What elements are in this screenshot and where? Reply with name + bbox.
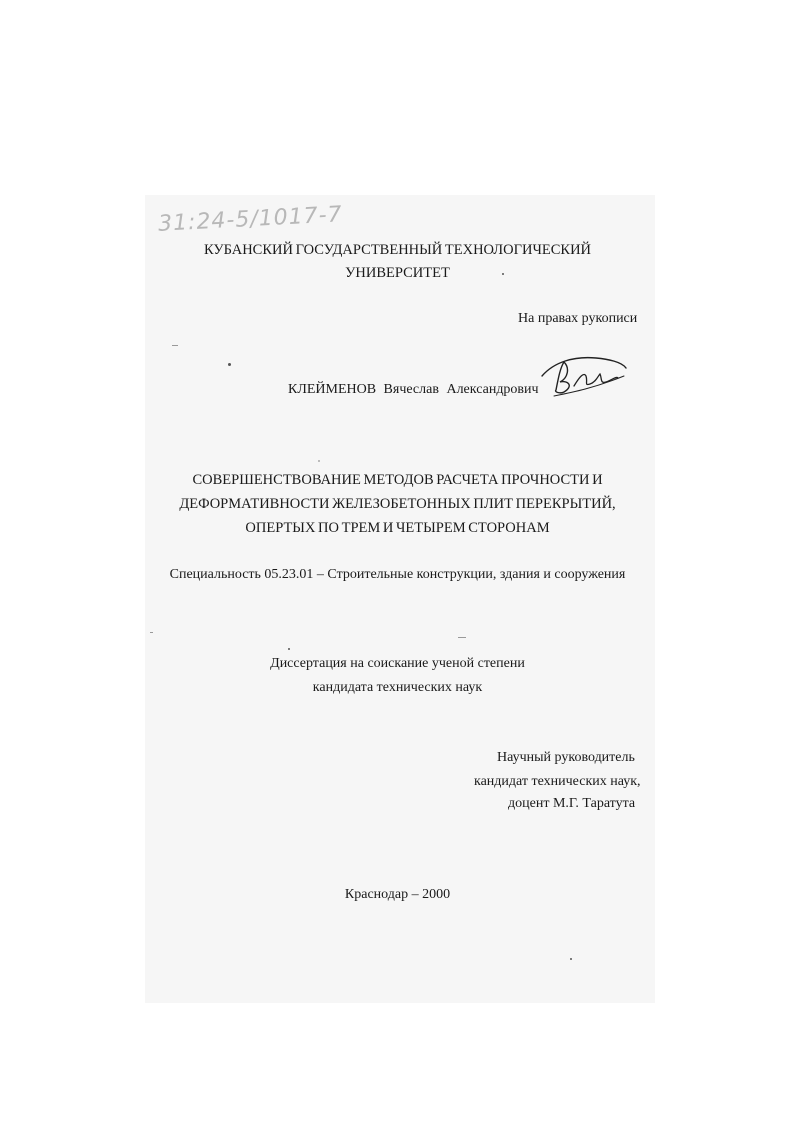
scan-speck <box>288 648 290 650</box>
scan-speck <box>228 363 231 366</box>
manuscript-rights: На правах рукописи <box>518 311 638 326</box>
university-name-line2: УНИВЕРСИТЕТ <box>345 265 450 281</box>
scan-speck <box>150 632 153 633</box>
scan-speck <box>502 273 504 275</box>
degree-line2: кандидата технических наук <box>312 680 483 695</box>
university-name-line1: КУБАНСКИЙ ГОСУДАРСТВЕННЫЙ ТЕХНОЛОГИЧЕСКИЙ <box>203 242 592 258</box>
degree-line1: Диссертация на соискание ученой степени <box>270 656 525 671</box>
thesis-title-line1: СОВЕРШЕНСТВОВАНИЕ МЕТОДОВ РАСЧЕТА ПРОЧНОСТИ И <box>192 472 603 488</box>
city-year: Краснодар – 2000 <box>344 887 451 902</box>
scan-speck <box>570 958 572 960</box>
thesis-title-line3: ОПЕРТЫХ ПО ТРЕМ И ЧЕТЫРЕМ СТОРОНАМ <box>245 520 550 536</box>
archive-stamp: 31:24-5/1017-7 <box>157 202 344 237</box>
scan-speck <box>458 637 466 638</box>
supervisor-name: доцент М.Г. Таратута <box>508 796 636 811</box>
scan-speck <box>318 460 320 462</box>
supervisor-degree: кандидат технических наук, <box>474 774 641 789</box>
scan-speck <box>172 345 178 346</box>
thesis-title-line2: ДЕФОРМАТИВНОСТИ ЖЕЛЕЗОБЕТОННЫХ ПЛИТ ПЕРЕКРЫТИЙ, <box>179 496 616 512</box>
author-name: КЛЕЙМЕНОВ Вячеслав Александрович <box>288 382 539 397</box>
supervisor-title: Научный руководитель <box>497 750 635 765</box>
specialty: Специальность 05.23.01 – Строительные конструкции, здания и сооружения <box>169 567 626 582</box>
signature-icon <box>534 346 632 404</box>
